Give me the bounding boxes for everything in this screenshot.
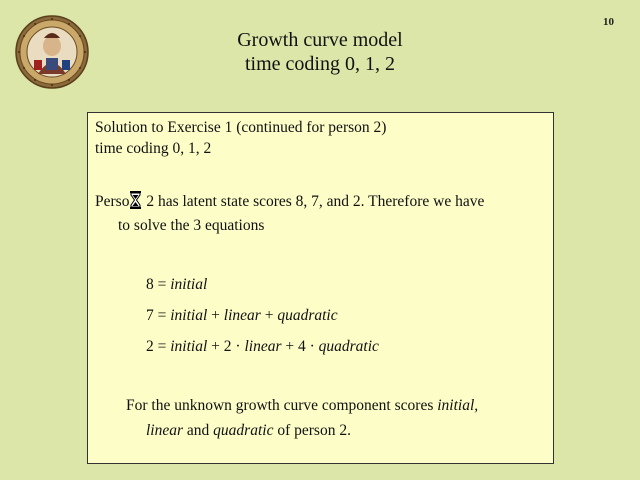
equation-3 bbox=[146, 337, 379, 357]
equation-2 bbox=[146, 306, 338, 326]
equation-1-lhs: 8 = bbox=[146, 276, 171, 293]
page-number: 10 bbox=[603, 16, 614, 28]
equation-2-lhs: 7 = bbox=[146, 307, 171, 324]
slide-title bbox=[200, 28, 440, 76]
equation-2-quadratic: quadratic bbox=[277, 307, 338, 324]
title-line-1: Growth curve model bbox=[237, 29, 403, 51]
paragraph-line-1 bbox=[95, 191, 484, 212]
equation-2-op-2: + bbox=[260, 307, 278, 324]
conclusion-line-1 bbox=[126, 396, 478, 416]
equation-3-quadratic: quadratic bbox=[318, 338, 379, 355]
university-seal-icon bbox=[14, 14, 90, 90]
conclusion-and: and bbox=[183, 422, 214, 439]
equation-3-lhs: 2 = bbox=[146, 338, 171, 355]
time-coding-text: time coding 0, 1, 2 bbox=[95, 140, 212, 157]
conclusion-linear: linear bbox=[146, 422, 184, 439]
paragraph-prefix: Perso bbox=[95, 193, 130, 210]
paragraph-suffix: 2 has latent state scores 8, 7, and 2. Therefore we have bbox=[142, 193, 485, 210]
hourglass-cursor-icon bbox=[130, 191, 141, 209]
equation-2-initial: initial bbox=[170, 307, 208, 324]
equation-1-initial: initial bbox=[170, 276, 208, 293]
conclusion-line-2 bbox=[146, 421, 351, 441]
equation-3-linear: linear bbox=[244, 338, 282, 355]
equation-2-linear: linear bbox=[223, 307, 261, 324]
conclusion-initial: initial, bbox=[437, 397, 479, 414]
conclusion-quadratic: quadratic bbox=[213, 422, 274, 439]
content-box bbox=[87, 112, 554, 464]
equation-3-op-1: + 2 · bbox=[207, 338, 245, 355]
title-line-2: time coding 0, 1, 2 bbox=[245, 53, 395, 75]
conclusion-prefix: For the unknown growth curve component scores bbox=[126, 397, 438, 414]
paragraph-line-2: to solve the 3 equations bbox=[118, 217, 265, 234]
equation-1 bbox=[146, 275, 207, 295]
equation-2-op-1: + bbox=[207, 307, 224, 324]
exercise-heading: Solution to Exercise 1 (continued for person 2) bbox=[95, 119, 387, 136]
equation-3-op-2: + 4 · bbox=[281, 338, 319, 355]
conclusion-suffix: of person 2. bbox=[273, 422, 351, 439]
equation-3-initial: initial bbox=[170, 338, 208, 355]
